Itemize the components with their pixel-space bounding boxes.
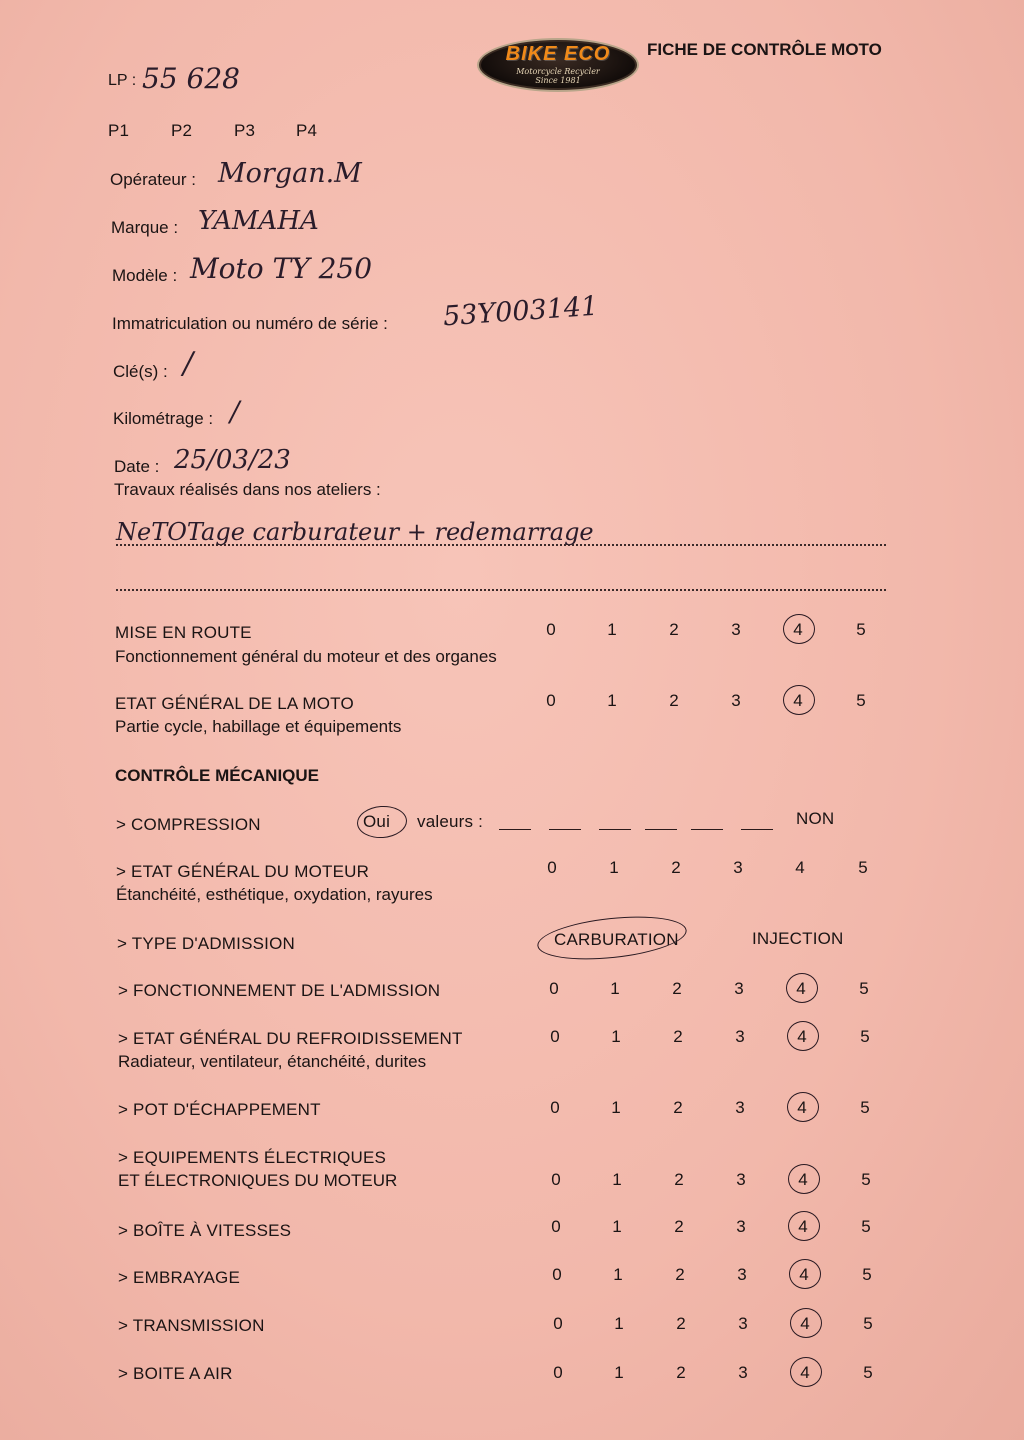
mech-item-0-score-5[interactable]: 5 xyxy=(859,979,869,998)
mech-item-7-score-3[interactable]: 3 xyxy=(738,1363,748,1382)
mech-item-0-title: > FONCTIONNEMENT DE L'ADMISSION xyxy=(118,981,441,1000)
mech-item-3-score-5[interactable]: 5 xyxy=(861,1170,871,1189)
mise-en-route-subtitle: Fonctionnement général du moteur et des organes xyxy=(115,647,497,666)
marque-field[interactable]: YAMAHA xyxy=(198,206,319,236)
travaux-line-2 xyxy=(116,589,886,591)
mech-item-4-score-0[interactable]: 0 xyxy=(551,1217,561,1236)
bike-eco-logo: BIKE ECO Motorcycle Recycler Since 1981 xyxy=(477,38,639,92)
date-label: Date : xyxy=(114,457,160,476)
travaux-field[interactable]: NeTOTage carburateur + redemarrage xyxy=(116,518,594,546)
etat-moteur-score-2[interactable]: 2 xyxy=(671,858,681,877)
mech-item-7-score-0[interactable]: 0 xyxy=(553,1363,563,1382)
admission-injection[interactable]: INJECTION xyxy=(752,929,844,948)
admission-carburation[interactable]: CARBURATION xyxy=(554,930,679,949)
mech-item-0-selected-circle xyxy=(786,973,818,1003)
mech-item-5-selected-circle xyxy=(789,1259,821,1289)
mech-item-1-title: > ETAT GÉNÉRAL DU REFROIDISSEMENT xyxy=(118,1029,463,1048)
mech-item-6-score-3[interactable]: 3 xyxy=(738,1314,748,1333)
mech-item-7-selected-circle xyxy=(790,1357,822,1387)
immatriculation-field[interactable]: 53Y003141 xyxy=(442,290,600,333)
mech-item-0-score-0[interactable]: 0 xyxy=(549,979,559,998)
mech-item-3-title: > EQUIPEMENTS ÉLECTRIQUES xyxy=(118,1148,387,1167)
mech-item-4-score-3[interactable]: 3 xyxy=(736,1217,746,1236)
mise-en-route-score-0[interactable]: 0 xyxy=(546,620,556,639)
compression-valeurs-label: valeurs : xyxy=(417,812,484,831)
mech-item-7-score-2[interactable]: 2 xyxy=(676,1363,686,1382)
position-p1[interactable]: P1 xyxy=(108,121,130,140)
travaux-line-1 xyxy=(116,544,886,546)
valeur-blank-4[interactable] xyxy=(645,829,677,830)
mech-item-4-score-2[interactable]: 2 xyxy=(674,1217,684,1236)
etat-moteur-score-5[interactable]: 5 xyxy=(858,858,868,877)
operateur-label: Opérateur : xyxy=(110,170,196,189)
mise-en-route-title: MISE EN ROUTE xyxy=(115,623,252,642)
etat-moteur-subtitle: Étanchéité, esthétique, oxydation, rayures xyxy=(116,885,433,904)
mech-item-2-score-5[interactable]: 5 xyxy=(860,1098,870,1117)
mech-item-5-score-3[interactable]: 3 xyxy=(737,1265,747,1284)
mech-item-5-score-4[interactable]: 4 xyxy=(799,1265,809,1284)
page-title: FICHE DE CONTRÔLE MOTO xyxy=(647,40,882,59)
position-p4[interactable]: P4 xyxy=(296,121,318,140)
operateur-field[interactable]: Morgan.M xyxy=(218,158,362,189)
mech-item-5-score-5[interactable]: 5 xyxy=(862,1265,872,1284)
mech-item-2-score-3[interactable]: 3 xyxy=(735,1098,745,1117)
mech-item-1-score-2[interactable]: 2 xyxy=(673,1027,683,1046)
mech-item-7-title: > BOITE A AIR xyxy=(118,1364,233,1383)
modele-field[interactable]: Moto TY 250 xyxy=(190,252,373,285)
mech-item-3-score-1[interactable]: 1 xyxy=(612,1170,622,1189)
mech-item-7-score-5[interactable]: 5 xyxy=(863,1363,873,1382)
mise-en-route-score-3[interactable]: 3 xyxy=(731,620,741,639)
mech-item-6-score-1[interactable]: 1 xyxy=(614,1314,624,1333)
etat-moto-score-0[interactable]: 0 xyxy=(546,691,556,710)
mech-item-2-score-0[interactable]: 0 xyxy=(550,1098,560,1117)
mech-item-3-score-0[interactable]: 0 xyxy=(551,1170,561,1189)
marque-label: Marque : xyxy=(111,218,179,237)
mech-item-1-subtitle: Radiateur, ventilateur, étanchéité, durites xyxy=(118,1052,427,1071)
mech-item-4-score-1[interactable]: 1 xyxy=(612,1217,622,1236)
lp-value[interactable]: 55 628 xyxy=(142,62,240,95)
mech-item-5-score-0[interactable]: 0 xyxy=(552,1265,562,1284)
mech-item-1-selected-circle xyxy=(787,1021,819,1051)
mech-item-7-score-4[interactable]: 4 xyxy=(800,1363,810,1382)
mech-item-2-score-1[interactable]: 1 xyxy=(611,1098,621,1117)
date-field[interactable]: 25/03/23 xyxy=(174,445,291,475)
mise-en-route-score-5[interactable]: 5 xyxy=(856,620,866,639)
etat-moteur-score-3[interactable]: 3 xyxy=(733,858,743,877)
kilometrage-label: Kilométrage : xyxy=(113,409,214,428)
etat-moteur-title: > ETAT GÉNÉRAL DU MOTEUR xyxy=(116,862,370,881)
etat-moteur-score-4[interactable]: 4 xyxy=(795,858,805,877)
valeur-blank-2[interactable] xyxy=(549,829,581,830)
etat-moto-selected-circle xyxy=(783,685,815,715)
valeur-blank-1[interactable] xyxy=(499,829,531,830)
mech-item-4-score-4[interactable]: 4 xyxy=(798,1217,808,1236)
mech-item-5-title: > EMBRAYAGE xyxy=(118,1268,241,1287)
mech-item-4-title: > BOÎTE À VITESSES xyxy=(118,1221,292,1240)
mise-en-route-score-1[interactable]: 1 xyxy=(607,620,617,639)
position-p2[interactable]: P2 xyxy=(171,121,193,140)
mech-item-2-selected-circle xyxy=(787,1092,819,1122)
compression-label: > COMPRESSION xyxy=(116,815,261,834)
compression-oui[interactable]: Oui xyxy=(363,812,391,831)
etat-moto-score-3[interactable]: 3 xyxy=(731,691,741,710)
mech-item-6-selected-circle xyxy=(790,1308,822,1338)
mech-item-1-score-3[interactable]: 3 xyxy=(735,1027,745,1046)
etat-moto-title: ETAT GÉNÉRAL DE LA MOTO xyxy=(115,694,354,713)
mise-en-route-score-4[interactable]: 4 xyxy=(793,620,803,639)
mech-item-6-score-5[interactable]: 5 xyxy=(863,1314,873,1333)
mech-item-2-score-2[interactable]: 2 xyxy=(673,1098,683,1117)
mise-en-route-score-2[interactable]: 2 xyxy=(669,620,679,639)
etat-moteur-score-0[interactable]: 0 xyxy=(547,858,557,877)
mise-en-route-selected-circle xyxy=(783,614,815,644)
mech-item-6-score-0[interactable]: 0 xyxy=(553,1314,563,1333)
mech-item-1-score-4[interactable]: 4 xyxy=(797,1027,807,1046)
admission-carburation-circle xyxy=(535,910,688,965)
etat-moteur-score-1[interactable]: 1 xyxy=(609,858,619,877)
lp-label: LP : xyxy=(108,72,137,89)
mech-item-0-score-1[interactable]: 1 xyxy=(610,979,620,998)
compression-non[interactable]: NON xyxy=(796,809,835,828)
etat-moto-score-4[interactable]: 4 xyxy=(793,691,803,710)
mech-item-4-score-5[interactable]: 5 xyxy=(861,1217,871,1236)
valeur-blank-6[interactable] xyxy=(741,829,773,830)
mech-item-1-score-5[interactable]: 5 xyxy=(860,1027,870,1046)
mech-item-4-selected-circle xyxy=(788,1211,820,1241)
mech-item-6-title: > TRANSMISSION xyxy=(118,1316,265,1335)
type-admission-label: > TYPE D'ADMISSION xyxy=(117,934,295,953)
valeur-blank-3[interactable] xyxy=(599,829,631,830)
valeur-blank-5[interactable] xyxy=(691,829,723,830)
controle-mecanique-heading: CONTRÔLE MÉCANIQUE xyxy=(115,766,319,785)
position-p3[interactable]: P3 xyxy=(234,121,256,140)
compression-oui-circle xyxy=(356,804,408,839)
mech-item-7-score-1[interactable]: 1 xyxy=(614,1363,624,1382)
mech-item-3-score-2[interactable]: 2 xyxy=(674,1170,684,1189)
etat-moto-subtitle: Partie cycle, habillage et équipements xyxy=(115,717,402,736)
etat-moto-score-2[interactable]: 2 xyxy=(669,691,679,710)
mech-item-5-score-2[interactable]: 2 xyxy=(675,1265,685,1284)
immatriculation-label: Immatriculation ou numéro de série : xyxy=(112,314,388,333)
kilometrage-field[interactable]: / xyxy=(230,395,240,428)
etat-moto-score-1[interactable]: 1 xyxy=(607,691,617,710)
mech-item-1-score-0[interactable]: 0 xyxy=(550,1027,560,1046)
mech-item-3-selected-circle xyxy=(788,1164,820,1194)
mech-item-0-score-3[interactable]: 3 xyxy=(734,979,744,998)
cles-label: Clé(s) : xyxy=(113,362,168,381)
mech-item-6-score-4[interactable]: 4 xyxy=(800,1314,810,1333)
travaux-label: Travaux réalisés dans nos ateliers : xyxy=(114,480,381,499)
mech-item-2-score-4[interactable]: 4 xyxy=(797,1098,807,1117)
etat-moto-score-5[interactable]: 5 xyxy=(856,691,866,710)
modele-label: Modèle : xyxy=(112,266,178,285)
mech-item-3-score-3[interactable]: 3 xyxy=(736,1170,746,1189)
cles-field[interactable]: / xyxy=(183,346,194,381)
mech-item-1-score-1[interactable]: 1 xyxy=(611,1027,621,1046)
mech-item-6-score-2[interactable]: 2 xyxy=(676,1314,686,1333)
mech-item-2-title: > POT D'ÉCHAPPEMENT xyxy=(118,1100,321,1119)
mech-item-5-score-1[interactable]: 1 xyxy=(613,1265,623,1284)
mech-item-0-score-2[interactable]: 2 xyxy=(672,979,682,998)
mech-item-3-subtitle: ET ÉLECTRONIQUES DU MOTEUR xyxy=(118,1171,398,1190)
mech-item-0-score-4[interactable]: 4 xyxy=(796,979,806,998)
mech-item-3-score-4[interactable]: 4 xyxy=(798,1170,808,1189)
